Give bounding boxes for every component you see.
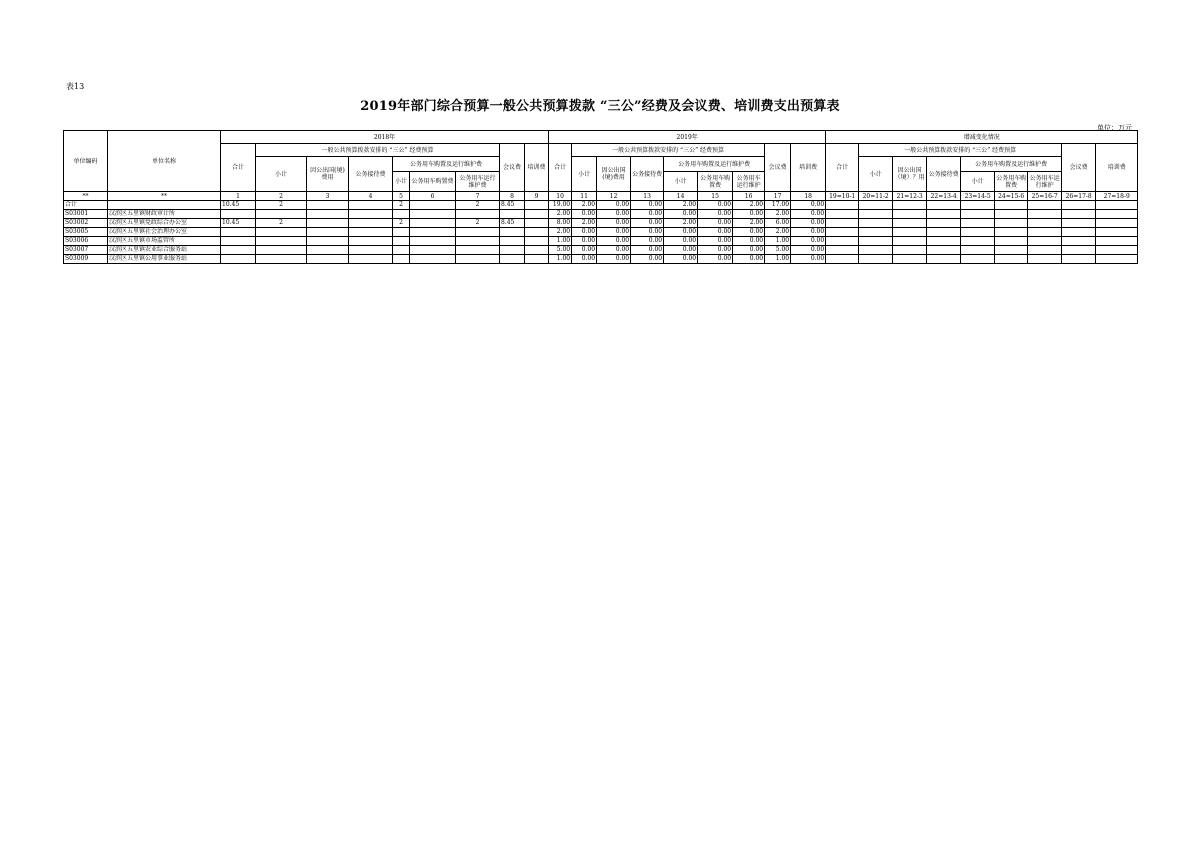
value-cell — [927, 228, 961, 237]
table-header — [64, 131, 1138, 192]
value-cell — [525, 255, 549, 264]
value-cell: 0.00 — [791, 210, 826, 219]
value-cell — [893, 228, 927, 237]
value-cell: 2 — [456, 219, 500, 228]
value-cell: 0.00 — [698, 246, 733, 255]
value-cell — [893, 219, 927, 228]
index-cell: ** — [108, 192, 221, 201]
value-cell: 2.00 — [549, 228, 572, 237]
value-cell — [500, 246, 525, 255]
value-cell — [256, 255, 307, 264]
value-cell: 1.00 — [765, 237, 791, 246]
value-cell: 2 — [256, 219, 307, 228]
value-cell — [410, 255, 456, 264]
header-car-subtotal-change: 小计 — [961, 172, 995, 192]
value-cell: 0.00 — [631, 228, 664, 237]
value-cell: 0.00 — [597, 219, 631, 228]
value-cell — [410, 201, 456, 210]
value-cell — [410, 219, 456, 228]
index-cell: 7 — [456, 192, 500, 201]
header-sangong-2019: 一般公共预算拨款安排的 “三公” 经费预算 — [572, 144, 765, 157]
value-cell — [221, 228, 256, 237]
value-cell — [1028, 201, 1062, 210]
value-cell — [410, 237, 456, 246]
value-cell — [1062, 219, 1096, 228]
value-cell — [961, 255, 995, 264]
index-cell: ** — [64, 192, 108, 201]
value-cell — [1062, 210, 1096, 219]
value-cell: 0.00 — [698, 228, 733, 237]
value-cell: 0.00 — [791, 219, 826, 228]
value-cell — [500, 237, 525, 246]
value-cell: 2.00 — [572, 201, 597, 210]
value-cell — [349, 255, 393, 264]
value-cell: 2 — [256, 201, 307, 210]
value-cell — [995, 219, 1028, 228]
header-meeting-2018: 会议费 — [500, 144, 525, 192]
value-cell: 5.00 — [765, 246, 791, 255]
value-cell — [859, 201, 893, 210]
value-cell — [307, 210, 349, 219]
value-cell: 1.00 — [549, 237, 572, 246]
value-cell: 0.00 — [597, 201, 631, 210]
value-cell: 0.00 — [698, 210, 733, 219]
unit-name-cell: 汉滨区五里镇公用事业服务站 — [108, 255, 221, 264]
index-cell: 25=16-7 — [1028, 192, 1062, 201]
index-row — [64, 192, 1138, 201]
value-cell — [393, 228, 410, 237]
index-cell: 24=15-6 — [995, 192, 1028, 201]
value-cell — [859, 219, 893, 228]
value-cell — [927, 201, 961, 210]
value-cell — [256, 246, 307, 255]
value-cell — [393, 246, 410, 255]
value-cell — [961, 228, 995, 237]
header-car-subtotal-2018: 小计 — [393, 172, 410, 192]
value-cell: 8.45 — [500, 201, 525, 210]
value-cell: 0.00 — [597, 246, 631, 255]
header-car-run-2019: 公务用车运行维护 — [733, 172, 765, 192]
value-cell: 0.00 — [698, 219, 733, 228]
value-cell — [410, 246, 456, 255]
value-cell: 0.00 — [631, 219, 664, 228]
table-row — [64, 219, 1138, 228]
value-cell — [456, 255, 500, 264]
value-cell — [221, 210, 256, 219]
value-cell: 0.00 — [664, 210, 698, 219]
value-cell: 0.00 — [791, 228, 826, 237]
value-cell: 2.00 — [765, 228, 791, 237]
value-cell — [456, 228, 500, 237]
index-cell: 19=10-1 — [826, 192, 859, 201]
value-cell — [995, 255, 1028, 264]
value-cell: 0.00 — [597, 228, 631, 237]
value-cell — [307, 219, 349, 228]
header-car-run-2018: 公务用车运行维护费 — [456, 172, 500, 192]
value-cell — [1062, 255, 1096, 264]
index-cell: 9 — [525, 192, 549, 201]
header-training-change: 培训费 — [1096, 144, 1138, 192]
value-cell: 0.00 — [572, 246, 597, 255]
value-cell: 0.00 — [631, 201, 664, 210]
header-reception-2018: 公务接待费 — [349, 157, 393, 192]
value-cell — [525, 210, 549, 219]
value-cell — [859, 210, 893, 219]
value-cell: 0.00 — [698, 255, 733, 264]
value-cell — [349, 228, 393, 237]
header-subtotal-2019: 小计 — [572, 157, 597, 192]
index-cell: 10 — [549, 192, 572, 201]
table-row — [64, 210, 1138, 219]
value-cell: 0.00 — [791, 237, 826, 246]
value-cell: 0.00 — [698, 237, 733, 246]
unit-code-cell: S03001 — [64, 210, 108, 219]
value-cell: 2.00 — [733, 219, 765, 228]
value-cell — [1028, 228, 1062, 237]
value-cell — [307, 246, 349, 255]
value-cell — [525, 228, 549, 237]
value-cell — [525, 246, 549, 255]
value-cell — [1062, 201, 1096, 210]
value-cell — [393, 255, 410, 264]
header-abroad-2019: 因公出国(境)费用 — [597, 157, 631, 192]
value-cell: 0.00 — [572, 228, 597, 237]
header-total-2019: 合计 — [549, 144, 572, 192]
header-training-2019: 培训费 — [791, 144, 826, 192]
table-row — [64, 255, 1138, 264]
header-training-2018: 培训费 — [525, 144, 549, 192]
header-name: 单位名称 — [108, 131, 221, 192]
value-cell — [826, 237, 859, 246]
value-cell: 0.00 — [791, 201, 826, 210]
value-cell — [393, 210, 410, 219]
header-car-run-change: 公务用车运行维护 — [1028, 172, 1062, 192]
value-cell: 0.00 — [572, 255, 597, 264]
value-cell — [500, 210, 525, 219]
table-row — [64, 246, 1138, 255]
value-cell — [927, 210, 961, 219]
value-cell: 0.00 — [664, 246, 698, 255]
value-cell — [995, 228, 1028, 237]
index-cell: 12 — [597, 192, 631, 201]
value-cell — [927, 246, 961, 255]
value-cell: 8.00 — [549, 219, 572, 228]
index-cell: 6 — [410, 192, 456, 201]
value-cell: 0.00 — [572, 210, 597, 219]
value-cell — [1028, 255, 1062, 264]
index-cell: 16 — [733, 192, 765, 201]
value-cell — [961, 237, 995, 246]
index-cell: 22=13-4 — [927, 192, 961, 201]
value-cell — [893, 246, 927, 255]
header-abroad-2018: 因公出国(境)费用 — [307, 157, 349, 192]
header-car-buy-2019: 公务用车购置费 — [698, 172, 733, 192]
value-cell: 0.00 — [733, 255, 765, 264]
value-cell — [307, 228, 349, 237]
value-cell — [859, 237, 893, 246]
value-cell — [961, 219, 995, 228]
value-cell — [500, 228, 525, 237]
value-cell: 5.00 — [549, 246, 572, 255]
value-cell: 2 — [393, 219, 410, 228]
index-cell: 21=12-3 — [893, 192, 927, 201]
value-cell: 2 — [456, 201, 500, 210]
value-cell: 8.45 — [500, 219, 525, 228]
value-cell: 0.00 — [791, 246, 826, 255]
value-cell — [307, 237, 349, 246]
value-cell: 0.00 — [597, 237, 631, 246]
header-car-2019: 公务用车购置及运行维护费 — [664, 157, 765, 172]
value-cell — [456, 210, 500, 219]
index-cell: 8 — [500, 192, 525, 201]
value-cell: 2.00 — [664, 219, 698, 228]
unit-name-cell: 汉滨区五里镇市场监管所 — [108, 237, 221, 246]
value-cell — [1028, 210, 1062, 219]
value-cell: 0.00 — [597, 210, 631, 219]
index-cell: 2 — [256, 192, 307, 201]
index-cell: 17 — [765, 192, 791, 201]
value-cell — [995, 210, 1028, 219]
value-cell — [893, 210, 927, 219]
value-cell — [1096, 228, 1138, 237]
value-cell — [893, 237, 927, 246]
unit-code-cell: 合计 — [64, 201, 108, 210]
value-cell — [525, 201, 549, 210]
value-cell — [961, 210, 995, 219]
unit-label: 单位：万元 — [1097, 124, 1132, 132]
index-cell: 27=18-9 — [1096, 192, 1138, 201]
value-cell — [961, 246, 995, 255]
header-car-buy-change: 公务用车购置费 — [995, 172, 1028, 192]
header-car-subtotal-2019: 小计 — [664, 172, 698, 192]
header-car-2018: 公务用车购置及运行维护费 — [393, 157, 500, 172]
value-cell — [961, 201, 995, 210]
header-reception-2019: 公务接待费 — [631, 157, 664, 192]
unit-code-cell: S03007 — [64, 246, 108, 255]
index-cell: 3 — [307, 192, 349, 201]
value-cell — [1028, 246, 1062, 255]
value-cell: 2.00 — [549, 210, 572, 219]
value-cell: 10.45 — [221, 201, 256, 210]
value-cell — [1062, 246, 1096, 255]
value-cell — [221, 255, 256, 264]
budget-table — [63, 130, 1138, 264]
value-cell — [256, 210, 307, 219]
index-cell: 4 — [349, 192, 393, 201]
value-cell — [349, 219, 393, 228]
index-cell: 15 — [698, 192, 733, 201]
unit-code-cell: S03005 — [64, 228, 108, 237]
index-cell: 14 — [664, 192, 698, 201]
value-cell: 19.00 — [549, 201, 572, 210]
index-row-group — [64, 192, 1138, 201]
value-cell — [1096, 210, 1138, 219]
header-abroad-change: 因公出国（境）？用 — [893, 157, 927, 192]
header-car-change: 公务用车购置及运行维护费 — [961, 157, 1062, 172]
header-change: 增减变化情况 — [826, 131, 1138, 144]
data-rows — [64, 201, 1138, 264]
value-cell — [1096, 219, 1138, 228]
unit-name-cell: 汉滨区五里镇农业综合服务站 — [108, 246, 221, 255]
value-cell — [349, 201, 393, 210]
index-cell: 23=14-5 — [961, 192, 995, 201]
unit-name-cell: 汉滨区五里镇财政审计所 — [108, 210, 221, 219]
value-cell — [525, 237, 549, 246]
value-cell: 0.00 — [791, 255, 826, 264]
value-cell — [995, 201, 1028, 210]
index-cell: 18 — [791, 192, 826, 201]
value-cell — [927, 255, 961, 264]
value-cell — [1062, 237, 1096, 246]
value-cell: 1.00 — [549, 255, 572, 264]
unit-name-cell: 汉滨区五里镇社会治理办公室 — [108, 228, 221, 237]
header-2018: 2018年 — [221, 131, 549, 144]
value-cell — [995, 246, 1028, 255]
value-cell — [826, 210, 859, 219]
value-cell: 0.00 — [698, 201, 733, 210]
header-total-change: 合计 — [826, 144, 859, 192]
index-cell: 13 — [631, 192, 664, 201]
value-cell — [349, 246, 393, 255]
unit-name-cell: 汉滨区五里镇党政综合办公室 — [108, 219, 221, 228]
value-cell — [256, 228, 307, 237]
index-cell: 5 — [393, 192, 410, 201]
value-cell — [826, 201, 859, 210]
value-cell — [456, 237, 500, 246]
value-cell — [525, 219, 549, 228]
table-row — [64, 237, 1138, 246]
value-cell — [1096, 201, 1138, 210]
unit-name-cell — [108, 201, 221, 210]
value-cell — [456, 246, 500, 255]
value-cell — [307, 255, 349, 264]
header-reception-change: 公务接待费 — [927, 157, 961, 192]
value-cell: 6.00 — [765, 219, 791, 228]
value-cell: 0.00 — [733, 210, 765, 219]
table-row — [64, 228, 1138, 237]
header-sangong-2018: 一般公共预算拨款安排的 “三公” 经费预算 — [256, 144, 500, 157]
value-cell: 2.00 — [664, 201, 698, 210]
value-cell — [893, 255, 927, 264]
value-cell: 0.00 — [572, 237, 597, 246]
value-cell: 2.00 — [733, 201, 765, 210]
value-cell — [927, 237, 961, 246]
value-cell: 0.00 — [631, 210, 664, 219]
value-cell: 0.00 — [631, 237, 664, 246]
table-row — [64, 201, 1138, 210]
value-cell — [826, 228, 859, 237]
value-cell: 17.00 — [765, 201, 791, 210]
value-cell — [893, 201, 927, 210]
value-cell: 1.00 — [765, 255, 791, 264]
value-cell — [859, 255, 893, 264]
index-cell: 26=17-8 — [1062, 192, 1096, 201]
value-cell: 2 — [393, 201, 410, 210]
header-code: 单位编码 — [64, 131, 108, 192]
value-cell — [1096, 246, 1138, 255]
value-cell — [1028, 219, 1062, 228]
page-title: 2019年部门综合预算一般公共预算拨款 “三公”经费及会议费、培训费支出预算表 — [360, 99, 840, 114]
value-cell — [927, 219, 961, 228]
value-cell — [826, 255, 859, 264]
header-total-2018: 合计 — [221, 144, 256, 192]
header-meeting-2019: 会议费 — [765, 144, 791, 192]
value-cell — [500, 255, 525, 264]
value-cell — [349, 237, 393, 246]
value-cell — [1096, 255, 1138, 264]
value-cell — [859, 246, 893, 255]
value-cell: 0.00 — [664, 228, 698, 237]
value-cell: 0.00 — [733, 237, 765, 246]
index-cell: 1 — [221, 192, 256, 201]
value-cell — [1096, 237, 1138, 246]
value-cell: 0.00 — [631, 246, 664, 255]
value-cell: 0.00 — [597, 255, 631, 264]
index-cell: 20=11-2 — [859, 192, 893, 201]
value-cell — [826, 219, 859, 228]
value-cell — [1028, 237, 1062, 246]
value-cell — [410, 228, 456, 237]
index-cell: 11 — [572, 192, 597, 201]
value-cell: 0.00 — [664, 237, 698, 246]
value-cell: 0.00 — [631, 255, 664, 264]
value-cell — [256, 237, 307, 246]
value-cell — [859, 228, 893, 237]
value-cell: 0.00 — [733, 228, 765, 237]
value-cell: 0.00 — [664, 255, 698, 264]
value-cell — [410, 210, 456, 219]
header-car-buy-2018: 公务用车购置费 — [410, 172, 456, 192]
value-cell — [221, 246, 256, 255]
unit-code-cell: S03002 — [64, 219, 108, 228]
unit-code-cell: S03006 — [64, 237, 108, 246]
value-cell: 2.00 — [572, 219, 597, 228]
value-cell — [349, 210, 393, 219]
header-meeting-change: 会议费 — [1062, 144, 1096, 192]
value-cell — [221, 237, 256, 246]
value-cell: 0.00 — [733, 246, 765, 255]
value-cell: 10.45 — [221, 219, 256, 228]
value-cell — [1062, 228, 1096, 237]
value-cell — [393, 237, 410, 246]
header-sangong-change: 一般公共预算拨款安排的 “三公” 经费预算 — [859, 144, 1062, 157]
table-number: 表13 — [66, 82, 85, 91]
value-cell — [307, 201, 349, 210]
header-2019: 2019年 — [549, 131, 826, 144]
value-cell — [826, 246, 859, 255]
header-subtotal-2018: 小计 — [256, 157, 307, 192]
value-cell — [995, 237, 1028, 246]
value-cell: 2.00 — [765, 210, 791, 219]
header-subtotal-change: 小计 — [859, 157, 893, 192]
unit-code-cell: S03009 — [64, 255, 108, 264]
